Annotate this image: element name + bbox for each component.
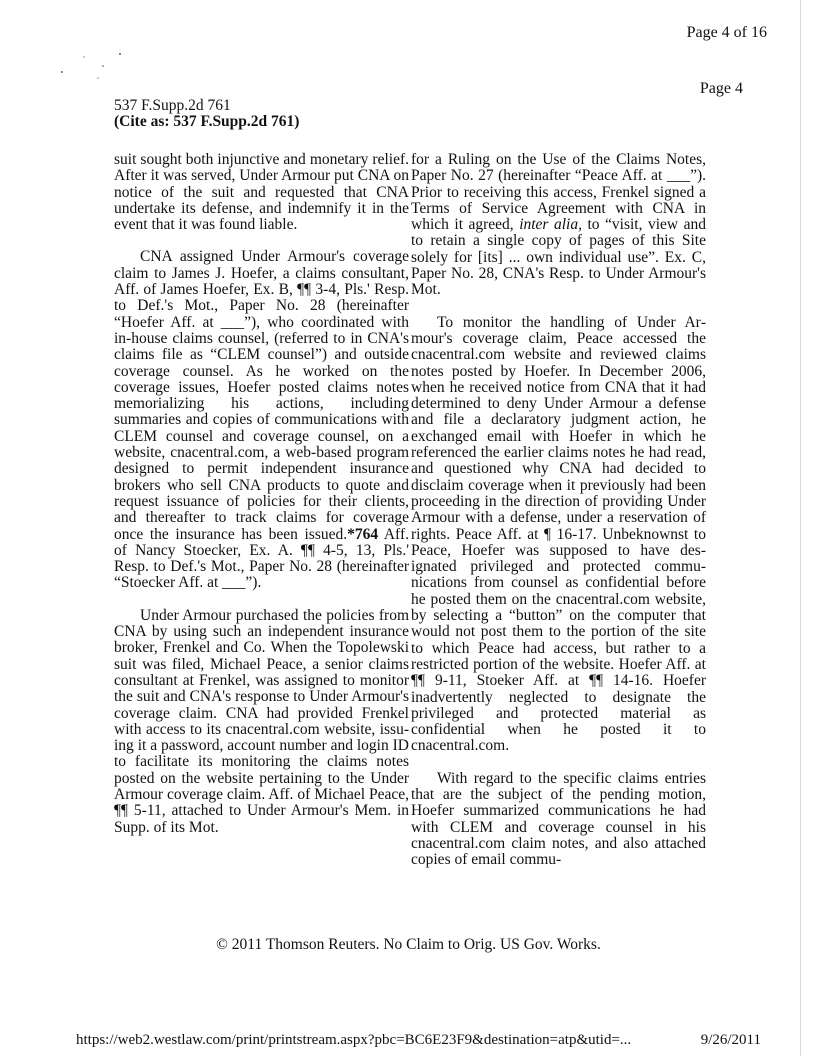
copyright-footer: © 2011 Thomson Reuters. No Claim to Orig. US Gov. Works.: [216, 936, 601, 953]
print-url: https://web2.westlaw.com/print/printstream.aspx?pbc=BC6E23F9&destination=atp&utid=...: [76, 1032, 632, 1048]
paragraph: [114, 249, 409, 591]
print-date: 9/26/2011: [700, 1032, 761, 1048]
left-column: [114, 152, 409, 852]
right-column: [411, 152, 706, 884]
paragraph: [411, 152, 706, 299]
cite-as: (Cite as: 537 F.Supp.2d 761): [114, 113, 300, 130]
citation-block: [114, 98, 299, 130]
paragraph: To monitor the handling of Under Armour's coverage claim, Peace accessed the cnacentral.com website and reviewed claims notes posted by Hoefer. In December 2006, when he received notice from CNA that it had determined to deny Under Armour a defense and file a declaratory judgment action, he exchanged email with Hoefer in which he referenced the earlier claims notes he had read, and questioned why CNA had decided to disclaim coverage when it previously had been proceeding in the direction of providing Under Armour with a defense, under a reservation of rights. Peace Aff. at ¶ 16-17. Unbeknownst to Peace, Hoefer was supposed to have designated privileged and protected communications from counsel as confidential before he posted them on the cnacentral.com website, by selecting a “button” on the computer that would not post them to the portion of the site to which Peace had access, but rather to a restricted portion of the website. Hoefer Aff. at ¶¶ 9-11, Stoeker Aff. at ¶¶ 14-16. Hoefer inadvertently neglected to designate the privileged and protected material as confidential when he posted it to cnacentral.com.: [411, 313, 706, 755]
reporter-citation: 537 F.Supp.2d 761: [114, 97, 231, 114]
italic-phrase: inter alia,: [519, 216, 582, 234]
paragraph: suit sought both injunctive and monetary relief. After it was served, Under Armour put CNA on notice of the suit and requested that CNA undertake its defense, and indemnify it in the event that it was found liable.: [114, 151, 409, 234]
page-of-label: Page 4 of 16: [686, 24, 767, 41]
scan-specks: [58, 52, 128, 82]
paragraph: With regard to the specific claims entries that are the subject of the pending motion, Hoefer summarized communications he had with CLEM and coverage counsel in his cnacentral.com claim notes, and also attached copies of email commu-: [411, 769, 706, 869]
page-margin-rule: [800, 0, 801, 1056]
page-number: Page 4: [699, 80, 743, 97]
paragraph: Under Armour purchased the policies from CNA by using such an independent insurance broker, Frenkel and Co. When the Topolewski suit was filed, Michael Peace, a senior claims consultant at Frenkel, was assigned to monitor the suit and CNA's response to Under Armour's coverage claim. CNA had provided Frenkel with access to its cnacentral.com website, issuing it a password, account number and login ID to facilitate its monitoring the claims notes posted on the website pertaining to the Under Armour coverage claim. Aff. of Michael Peace, ¶¶ 5-11, attached to Under Armour's Mem. in Supp. of its Mot.: [114, 606, 409, 836]
paragraph-text: CNA assigned Under Armour's coverage claim to James J. Hoefer, a claims consultant, Aff. of James Hoefer, Ex. B, ¶¶ 3-4, Pls.' Resp. to Def.'s Mot., Paper No. 28 (hereinafter “Hoefer Aff. at ___”), who coordinated with in-house claims counsel, (referred to in CNA's claims file as “CLEM counsel”) and outside coverage counsel. As he worked on the coverage issues, Hoefer posted claims notes memorializing his actions, including summaries and copies of communications with CLEM counsel and coverage counsel, on a website, cnacentral.com, a web-based program designed to permit independent insurance brokers who sell CNA products to quote and request issuance of policies for their clients, and thereafter to track claims for coverage once the insurance has been issued.: [114, 248, 409, 543]
star-page-marker: *764: [347, 525, 379, 543]
paragraph-text: to “visit, view and to retain a single copy of pages of this Site solely for [its] ... own individual use”. Ex. C, Paper No. 28, CNA's Resp. to Under Armour's Mot.: [411, 216, 707, 299]
paragraph-text: Aff. of Nancy Stoecker, Ex. A. ¶¶ 4-5, 13, Pls.' Resp. to Def.'s Mot., Paper No. 28 (hereinafter “Stoecker Aff. at ___”).: [114, 525, 409, 592]
paragraph-text: for a Ruling on the Use of the Claims Notes, Paper No. 27 (hereinafter “Peace Aff. at ___”). Prior to receiving this access, Frenkel signed a Terms of Service Agreement with CNA in which it agreed,: [411, 151, 706, 234]
